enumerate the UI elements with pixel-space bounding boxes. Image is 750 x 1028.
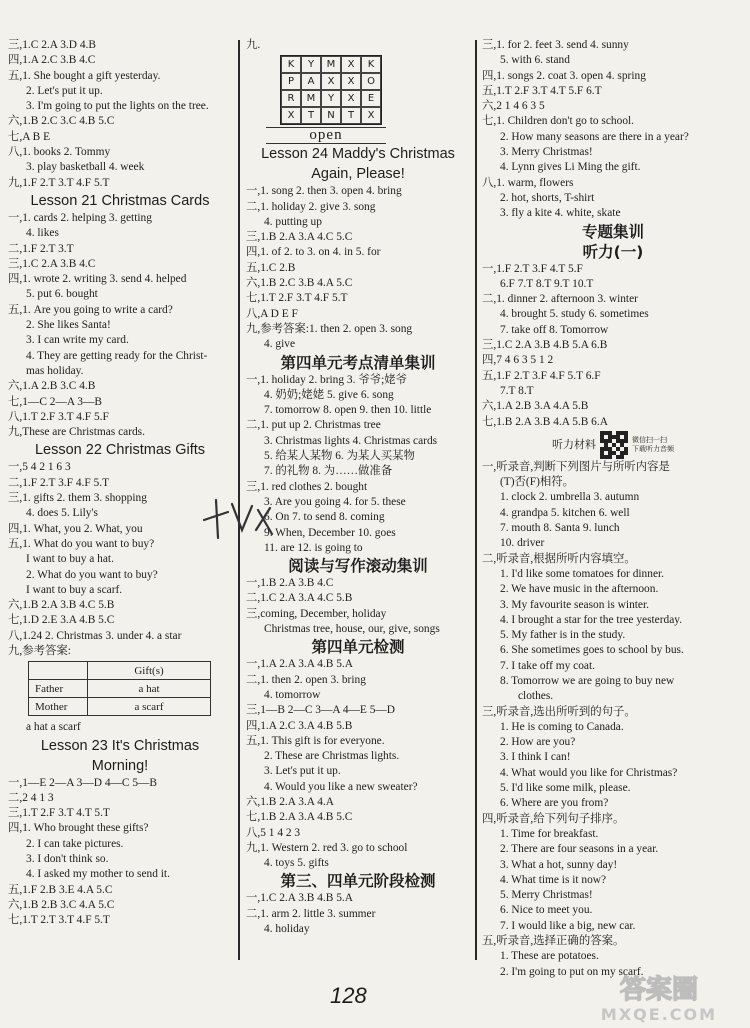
answer-line: 四,1. Who brought these gifts? (8, 822, 149, 835)
answer-line: 二,2 4 1 3 (8, 791, 54, 804)
answer-line: 4. holiday (264, 923, 310, 936)
answer-line: 四,7 4 6 3 5 1 2 (482, 354, 554, 367)
answer-line: a hat a scarf (26, 721, 81, 734)
answer-line: 6. She sometimes goes to school by bus. (500, 644, 684, 657)
grid-cell: A (301, 73, 321, 90)
answer-line: 5. My father is in the study. (500, 629, 626, 642)
answer-line: 七,1. Children don't go to school. (482, 115, 635, 128)
answer-line: 二,听录音,根据所听内容填空。 (482, 552, 636, 565)
answer-line: 3. Let's put it up. (264, 765, 341, 778)
answer-line: 六,1.B 2.C 3.C 4.B 5.C (8, 115, 115, 128)
answer-line: 7. I take off my coat. (500, 659, 595, 672)
answer-line: 2. She likes Santa! (26, 319, 111, 332)
answer-line: 三,1.C 2.A 3.B 4.C (8, 257, 96, 270)
answer-line: 4. tomorrow (264, 688, 321, 701)
answer-line: 7. 的礼物 8. 为……做准备 (264, 465, 393, 478)
answer-line: 五,1.T 2.F 3.T 4.T 5.F 6.T (482, 84, 602, 97)
answer-line: 2. These are Christmas lights. (264, 750, 400, 763)
lesson-heading: Lesson 22 Christmas Gifts (34, 442, 206, 459)
answer-line: 四,1. songs 2. coat 3. open 4. spring (482, 69, 646, 82)
answer-line: 3. I'm going to put the lights on the tree. (26, 100, 209, 113)
grid-cell: X (341, 73, 361, 90)
answer-line: 九,1.F 2.T 3.T 4.F 5.T (8, 176, 110, 189)
answer-line: 一,1. cards 2. helping 3. getting (8, 211, 152, 224)
lesson-heading: Lesson 21 Christmas Cards (30, 192, 210, 209)
answer-line: 8. Tomorrow we are going to buy new (500, 674, 675, 687)
answer-line: 4. I asked my mother to send it. (26, 868, 170, 881)
answer-line: I want to buy a scarf. (26, 583, 123, 596)
grid-cell: M (321, 56, 341, 73)
answer-line: 6. On 7. to send 8. coming (264, 511, 385, 524)
answer-line: 9. When, December 10. goes (264, 526, 396, 539)
answer-line: 一,5 4 2 1 6 3 (8, 461, 71, 474)
answer-line: 3. My favourite season is winter. (500, 598, 650, 611)
answer-line: 7. mouth 8. Santa 9. lunch (500, 522, 620, 535)
answer-line: 三,1—B 2—C 3—A 4—E 5—D (246, 704, 396, 717)
watermark-logo (574, 968, 744, 1024)
answer-line: 七,1.B 2.A 3.A 4.B 5.C (246, 811, 353, 824)
answer-line: 四,1.A 2.C 3.B 4.C (8, 54, 96, 67)
lesson-heading: Again, Please! (311, 166, 405, 183)
answer-line: 4. Lynn gives Li Ming the gift. (500, 161, 641, 174)
table-row (29, 680, 211, 698)
qr-note (632, 436, 674, 454)
answer-line: 八,1.T 2.F 3.T 4.F 5.F (8, 410, 109, 423)
answer-line: 四,1. wrote 2. writing 3. send 4. helped (8, 273, 187, 286)
answer-line: 1. He is coming to Canada. (500, 720, 624, 733)
answer-line: 2. There are four seasons in a year. (500, 843, 659, 856)
answer-line: 七,1.B 2.A 3.B 4.A 5.B 6.A (482, 415, 608, 428)
answer-line: 八,A D E F (246, 307, 298, 320)
answer-line: 2. hot, shorts, T-shirt (500, 191, 595, 204)
answer-line: 三,1.C 2.A 3.B 4.B 5.A 6.B (482, 339, 608, 352)
watermark-url: MXQE.COM (600, 1005, 718, 1024)
answer-line: 三,coming, December, holiday (246, 607, 387, 620)
answer-line: 1. I'd like some tomatoes for dinner. (500, 567, 665, 580)
answer-line: 六,1.B 2.B 3.C 4.A 5.C (8, 898, 115, 911)
table-row (29, 698, 211, 716)
answer-line: 3. I don't think so. (26, 853, 109, 866)
answer-line: 1. clock 2. umbrella 3. autumn (500, 491, 640, 504)
answer-line: 5. 给某人某物 6. 为某人买某物 (264, 450, 415, 463)
lesson-heading: Lesson 23 It's Christmas (40, 737, 200, 754)
watermark-text: 答案圈 (619, 975, 699, 1005)
answer-line: 3. What a hot, sunny day! (500, 858, 618, 871)
grid-cell: K (281, 56, 301, 73)
answer-line: 2. What do you want to buy? (26, 568, 158, 581)
lesson-heading: Lesson 24 Maddy's Christmas (261, 146, 455, 163)
grid-cell: X (341, 56, 361, 73)
answer-line: 10. driver (500, 537, 545, 550)
answer-line: mas holiday. (26, 364, 84, 377)
answer-line: 3. play basketball 4. week (26, 161, 145, 174)
answer-line: 四,1. What, you 2. What, you (8, 522, 143, 535)
answer-line: (T)否(F)相符。 (500, 476, 575, 489)
answer-line: 二,1. arm 2. little 3. summer (246, 907, 376, 920)
column-middle (246, 38, 470, 968)
answer-line: 4. I brought a star for the tree yesterday. (500, 613, 683, 626)
answer-line: 二,1. put up 2. Christmas tree (246, 419, 381, 432)
grid-cell: R (281, 90, 301, 107)
answer-line: 三,1. for 2. feet 3. send 4. sunny (482, 39, 629, 51)
qr-scan-text: 微信扫一扫 (632, 435, 667, 444)
answer-line: 二,1.F 2.T 3.F 4.F 5.T (8, 476, 110, 489)
answer-line: 三,1.T 2.F 3.T 4.T 5.T (8, 807, 110, 820)
answer-line: 九,参考答案:1. then 2. open 3. song (246, 322, 413, 335)
answer-line: 一,1. song 2. then 3. open 4. bring (246, 185, 402, 198)
answer-line: 五,1.C 2.B (246, 261, 296, 274)
answer-line: 3. fly a kite 4. white, skate (500, 207, 621, 220)
answer-line: 四,听录音,给下列句子排序。 (482, 812, 625, 825)
answer-line: 二,1. then 2. open 3. bring (246, 673, 366, 686)
answer-line: 1. Time for breakfast. (500, 827, 599, 840)
answer-line: 4. toys 5. gifts (264, 857, 329, 870)
answer-line: 2. I can take pictures. (26, 837, 124, 850)
grid-cell: P (281, 73, 301, 90)
answer-line: 3. I think I can! (500, 751, 571, 764)
answer-line: 11. are 12. is going to (264, 541, 363, 554)
answer-line: 九,参考答案: (8, 644, 71, 657)
answer-line: 5. put 6. bought (26, 288, 98, 301)
answer-line: 三,1.C 2.A 3.D 4.B (8, 39, 96, 51)
grid-cell: T (301, 107, 321, 124)
answer-line: 4. likes (26, 227, 59, 240)
answer-line: 五,1. She bought a gift yesterday. (8, 69, 161, 82)
answer-line: 3. Merry Christmas! (500, 146, 593, 159)
answer-line: 2. Let's put it up. (26, 84, 103, 97)
answer-line: 一,1.F 2.T 3.F 4.T 5.F (482, 262, 583, 275)
answer-line: 4. 奶奶;姥姥 5. give 6. song (264, 388, 394, 401)
answer-line: 六,1.A 2.B 3.C 4.B (8, 380, 96, 393)
answer-line: 1. These are potatoes. (500, 950, 599, 963)
answer-line: 4. brought 5. study 6. sometimes (500, 308, 649, 321)
grid-cell: T (341, 107, 361, 124)
qr-download-text: 下载听力音频 (632, 444, 674, 453)
answer-line: 五,1. This gift is for everyone. (246, 734, 385, 747)
answer-line: 八,1.24 2. Christmas 3. under 4. a star (8, 629, 182, 642)
qr-label: 听力材料 (552, 438, 596, 451)
answer-line: 七,1.T 2.T 3.T 4.F 5.T (8, 914, 110, 927)
answer-line: 6. Where are you from? (500, 797, 609, 810)
answer-line: 2. We have music in the afternoon. (500, 583, 659, 596)
answer-line: 九,1. Western 2. red 3. go to school (246, 841, 408, 854)
answer-line: 六,1.B 2.C 3.B 4.A 5.C (246, 277, 353, 290)
answer-line: 4. does 5. Lily's (26, 507, 98, 520)
page-number: 128 (330, 983, 367, 1008)
answer-line: 四,1. of 2. to 3. on 4. in 5. for (246, 246, 381, 259)
answer-line: 三,1.B 2.A 3.A 4.C 5.C (246, 231, 353, 244)
answer-line: 4. putting up (264, 215, 322, 228)
answer-line: 一,听录音,判断下列图片与所听内容是 (482, 460, 670, 473)
table-header-empty (29, 662, 88, 680)
answer-line: 五,1.F 2.B 3.E 4.A 5.C (8, 883, 113, 896)
table-header: Gift(s) (88, 662, 211, 680)
grid-cell: E (361, 90, 381, 107)
answer-line: 4. They are getting ready for the Christ- (26, 349, 208, 362)
answer-line: clothes. (518, 690, 554, 703)
answer-line: 九,These are Christmas cards. (8, 426, 145, 439)
answer-line: 三,1. red clothes 2. bought (246, 480, 368, 493)
section-heading: 专题集训 (581, 222, 644, 241)
answer-line: 一,1.C 2.A 3.B 4.B 5.A (246, 892, 353, 905)
column-right (482, 38, 744, 978)
table-cell-label: Father (29, 680, 88, 698)
answer-line: 6. Nice to meet you. (500, 904, 593, 917)
answer-line: 二,1. dinner 2. afternoon 3. winter (482, 293, 638, 306)
answer-line: 五,听录音,选择正确的答案。 (482, 935, 625, 948)
grid-cell: O (361, 73, 381, 90)
answer-line: 一,1—E 2—A 3—D 4—C 5—B (8, 776, 158, 789)
answer-line: 4. What would you like for Christmas? (500, 766, 678, 779)
answer-line: 一,1. holiday 2. bring 3. 爷爷;姥爷 (246, 373, 408, 386)
answer-line: 7. I would like a big, new car. (500, 919, 636, 932)
grid-answer-word: open (266, 127, 386, 144)
answer-line: 3. Christmas lights 4. Christmas cards (264, 434, 438, 447)
answer-line: 2. How many seasons are there in a year? (500, 130, 689, 143)
answer-line: 三,1. gifts 2. them 3. shopping (8, 492, 147, 505)
column-divider (475, 40, 477, 960)
answer-line: 一,1.B 2.A 3.B 4.C (246, 577, 334, 590)
answer-line: 六,1.A 2.B 3.A 4.A 5.B (482, 400, 589, 413)
answer-line: 七,1—C 2—A 3—B (8, 395, 102, 408)
answer-line: 六,1.B 2.A 3.B 4.C 5.B (8, 599, 115, 612)
answer-line: 八,1. warm, flowers (482, 176, 574, 189)
answer-line: 3. Are you going 4. for 5. these (264, 495, 406, 508)
lesson-heading: Morning! (91, 757, 149, 774)
grid-cell: M (301, 90, 321, 107)
grid-cell: K (361, 56, 381, 73)
answer-line: 4. Would you like a new sweater? (264, 780, 418, 793)
answer-line: 4. What time is it now? (500, 873, 607, 886)
grid-cell: X (321, 73, 341, 90)
answer-line: 5. Merry Christmas! (500, 889, 593, 902)
grid-cell: X (361, 107, 381, 124)
answer-line: 五,1. Are you going to write a card? (8, 303, 173, 316)
answer-line: 4. give (264, 338, 296, 351)
answer-line: 七,1.D 2.E 3.A 4.B 5.C (8, 614, 115, 627)
answer-line: 2. How are you? (500, 736, 576, 749)
qr-block (482, 430, 744, 460)
grid-cell: X (281, 107, 301, 124)
answer-line: 7. tomorrow 8. open 9. then 10. little (264, 404, 432, 417)
answer-line: Christmas tree, house, our, give, songs (264, 623, 440, 636)
table-cell-label: Mother (29, 698, 88, 716)
section-heading: 阅读与写作滚动集训 (288, 557, 428, 576)
answer-line: 2. I'm going to put on my scarf. (500, 965, 644, 978)
table-cell-value: a hat (88, 680, 211, 698)
answer-line: 六,2 1 4 6 3 5 (482, 100, 545, 113)
answer-line: 八,5 1 4 2 3 (246, 826, 301, 839)
answer-line: 二,1. holiday 2. give 3. song (246, 200, 376, 213)
answer-line: 4. grandpa 5. kitchen 6. well (500, 506, 630, 519)
answer-line: I want to buy a hat. (26, 553, 114, 566)
grid-cell: X (341, 90, 361, 107)
grid-cell: Y (301, 56, 321, 73)
answer-line: 七,1.T 2.F 3.T 4.F 5.T (246, 292, 348, 305)
answer-line: 二,1.F 2.T 3.T (8, 242, 74, 255)
grid-cell: Y (321, 90, 341, 107)
answer-line: 八,1. books 2. Tommy (8, 146, 111, 159)
answer-line: 5. with 6. stand (500, 54, 570, 67)
section-heading: 第三、四单元阶段检测 (280, 872, 436, 891)
answer-line: 5. I'd like some milk, please. (500, 782, 631, 795)
answer-line: 3. I can write my card. (26, 334, 129, 347)
section-heading: 第四单元考点清单集训 (280, 353, 436, 372)
grid-cell: N (321, 107, 341, 124)
section-heading: 第四单元检测 (311, 638, 405, 657)
gift-table (28, 661, 211, 716)
qr-code-icon[interactable] (600, 431, 628, 459)
answer-line: 二,1.C 2.A 3.A 4.C 5.B (246, 592, 353, 605)
section-heading: 听力(一) (582, 242, 644, 261)
answer-line: 九. (246, 39, 261, 51)
answer-line: 三,听录音,选出所听到的句子。 (482, 705, 636, 718)
answer-line: 7. take off 8. Tomorrow (500, 323, 609, 336)
answer-line: 五,1.F 2.T 3.F 4.F 5.T 6.F (482, 369, 601, 382)
answer-line: 四,1.A 2.C 3.A 4.B 5.B (246, 719, 353, 732)
answer-line: 6.F 7.T 8.T 9.T 10.T (500, 277, 594, 290)
handwritten-scribble (198, 490, 278, 550)
answer-line: 7.T 8.T (500, 384, 534, 397)
answer-line: 七,A B E (8, 130, 51, 143)
answer-line: 一,1.A 2.A 3.A 4.B 5.A (246, 658, 353, 671)
table-cell-value: a scarf (88, 698, 211, 716)
answer-line: 五,1. What do you want to buy? (8, 537, 155, 550)
letter-grid (280, 55, 382, 125)
answer-line: 六,1.B 2.A 3.A 4.A (246, 795, 334, 808)
